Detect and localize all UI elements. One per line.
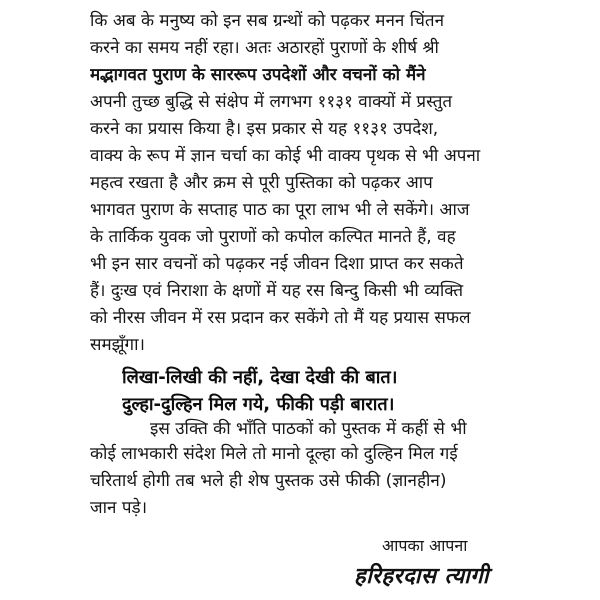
paragraph-1-line-4: अपनी तुच्छ बुद्धि से संक्षेप में लगभग ११३१ वाक्यों में प्रस्तुत <box>90 92 453 112</box>
paragraph-1-line-13: समझूँगा। <box>90 335 145 355</box>
author-signature: हरिहरदास त्यागी <box>354 564 489 589</box>
paragraph-2-line-4: जान पड़े। <box>90 498 148 518</box>
paragraph-1-line-5: करने का प्रयास किया है। इस प्रकार से यह ११३१ उपदेश, <box>90 119 439 139</box>
paragraph-2-line-1: इस उक्ति की भाँति पाठकों को पुस्तक में कहीं से भी <box>150 419 467 439</box>
verse-line-2: दुल्हा-दुल्हिन मिल गये, फीकी पड़ी बारात। <box>122 394 395 415</box>
paragraph-1-line-1: कि अब के मनुष्य को इन सब ग्रन्थों को पढ़कर मनन चिंतन <box>90 11 445 31</box>
closing-salutation: आपका आपना <box>382 536 468 555</box>
paragraph-1-line-2: करने का समय नहीं रहा। अतः अठारहों पुराणों के शीर्ष श्री <box>90 38 439 58</box>
paragraph-1-line-8: भागवत पुराण के सप्ताह पाठ का पूरा लाभ भी ले सकेंगे। आज <box>90 200 470 220</box>
paragraph-1-line-9: के तार्किक युवक जो पुराणों को कपोल कल्पित मानते हैं, वह <box>90 227 456 247</box>
paragraph-1-line-11: हैं। दुःख एवं निराशा के क्षणों में यह रस बिन्दु किसी भी व्यक्ति <box>90 281 464 301</box>
paragraph-1-line-7: महत्व रखता है और क्रम से पूरी पुस्तिका को पढ़कर आप <box>90 173 433 193</box>
paragraph-2-line-2: कोई लाभकारी संदेश मिले तो मानो दूल्हा को दुल्हिन मिल गई <box>90 444 458 464</box>
paragraph-1-line-10: भी इन सार वचनों को पढ़कर नई जीवन दिशा प्राप्त कर सकते <box>90 254 464 274</box>
paragraph-1-line-3: मद्भागवत पुराण के साररूप उपदेशों और वचनों को मैंने <box>90 65 426 85</box>
paragraph-1-line-12: को नीरस जीवन में रस प्रदान कर सकेंगे तो मैं यह प्रयास सफल <box>90 308 471 328</box>
paragraph-1-line-6: वाक्य के रूप में ज्ञान चर्चा का कोई भी वाक्य पृथक से भी अपना <box>90 146 481 166</box>
paragraph-2-line-3: चरितार्थ होगी तब भले ही शेष पुस्तक उसे फीकी (ज्ञानहीन) <box>90 471 447 491</box>
verse-line-1: लिखा-लिखी की नहीं, देखा देखी की बात। <box>122 367 398 388</box>
